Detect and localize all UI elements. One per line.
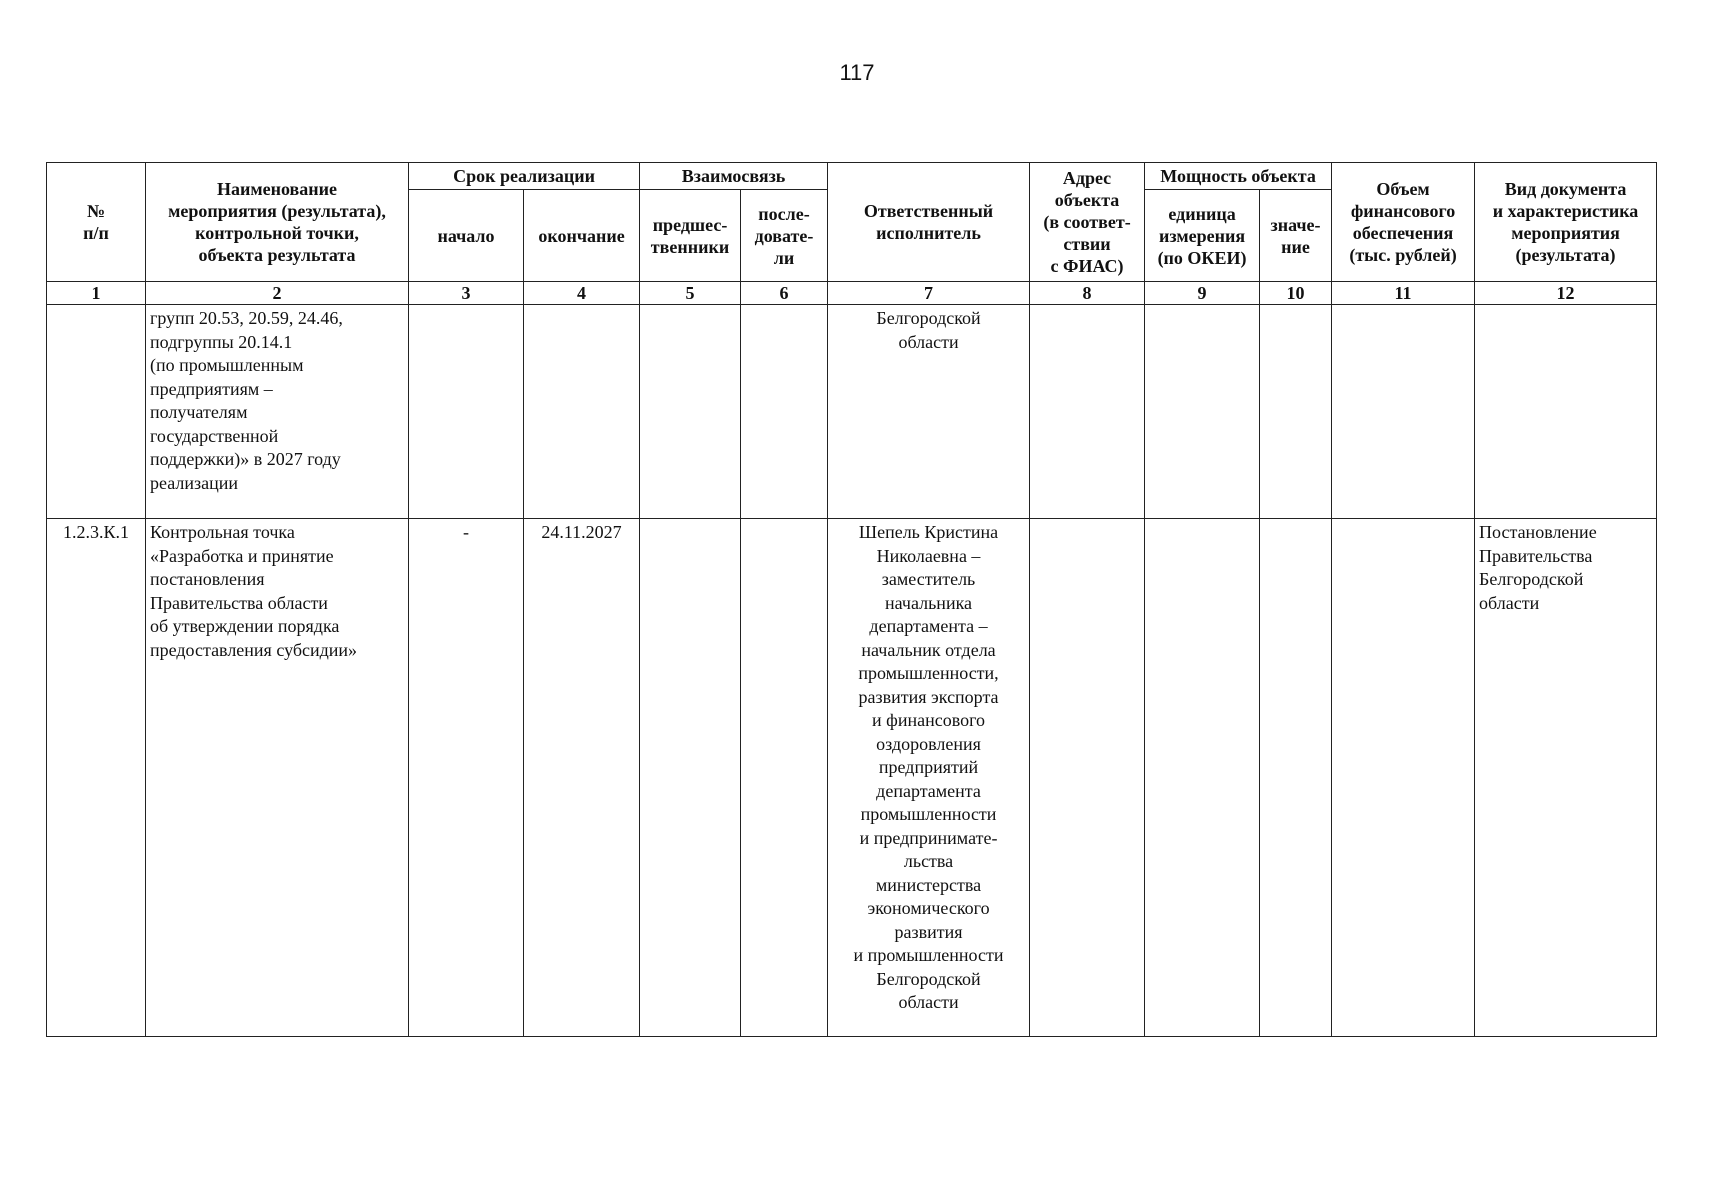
header-finance: Объем финансового обеспечения (тыс. рублей) (1332, 163, 1475, 282)
row-successors (741, 519, 828, 1037)
row-value (1260, 519, 1332, 1037)
row-number (47, 305, 146, 519)
header-link-group: Взаимосвязь (640, 163, 828, 190)
header-predecessors: предшес- твенники (640, 190, 741, 282)
row-unit (1145, 305, 1260, 519)
column-number: 6 (741, 282, 828, 305)
header-term-group: Срок реализации (409, 163, 640, 190)
header-document: Вид документа и характеристика мероприятия (результата) (1475, 163, 1657, 282)
column-number: 10 (1260, 282, 1332, 305)
column-number: 11 (1332, 282, 1475, 305)
column-number: 4 (524, 282, 640, 305)
plan-table (46, 162, 1657, 1037)
header-capacity-group: Мощность объекта (1145, 163, 1332, 190)
row-end: 24.11.2027 (524, 519, 640, 1037)
row-start (409, 305, 524, 519)
header-unit: единица измерения (по ОКЕИ) (1145, 190, 1260, 282)
column-number: 1 (47, 282, 146, 305)
header-responsible: Ответственный исполнитель (828, 163, 1030, 282)
column-number: 5 (640, 282, 741, 305)
row-address (1030, 519, 1145, 1037)
row-name: групп 20.53, 20.59, 24.46, подгруппы 20.14.1 (по промышленным предприятиям – получателям государственной поддержки)» в 2027 году реализации (146, 305, 409, 519)
header-name: Наименование мероприятия (результата), контрольной точки, объекта результата (146, 163, 409, 282)
page-number: 117 (839, 60, 875, 85)
column-number: 12 (1475, 282, 1657, 305)
header-successors: после- довате- ли (741, 190, 828, 282)
row-successors (741, 305, 828, 519)
header-end: окончание (524, 190, 640, 282)
row-predecessors (640, 519, 741, 1037)
row-responsible: Шепель Кристина Николаевна – заместитель начальника департамента – начальник отдела промышленности, развития экспорта и финансового оздоровления предприятий департамента промышленности и предпринимате- льства министерства экономического развития и промышленности Белгородской области (828, 519, 1030, 1037)
row-document (1475, 305, 1657, 519)
row-unit (1145, 519, 1260, 1037)
row-start: - (409, 519, 524, 1037)
row-responsible: Белгородской области (828, 305, 1030, 519)
table-row (47, 305, 1657, 519)
row-finance (1332, 519, 1475, 1037)
column-number: 8 (1030, 282, 1145, 305)
header-address: Адрес объекта (в соответ- ствии с ФИАС) (1030, 163, 1145, 282)
table-row (47, 519, 1657, 1037)
column-number: 9 (1145, 282, 1260, 305)
row-address (1030, 305, 1145, 519)
row-end (524, 305, 640, 519)
row-document: Постановление Правительства Белгородской области (1475, 519, 1657, 1037)
row-finance (1332, 305, 1475, 519)
row-number: 1.2.3.К.1 (47, 519, 146, 1037)
header-start: начало (409, 190, 524, 282)
row-predecessors (640, 305, 741, 519)
row-name: Контрольная точка «Разработка и принятие постановления Правительства области об утверждении порядка предоставления субсидии» (146, 519, 409, 1037)
header-number: № п/п (47, 163, 146, 282)
column-number: 7 (828, 282, 1030, 305)
row-value (1260, 305, 1332, 519)
header-value: значе- ние (1260, 190, 1332, 282)
column-number: 2 (146, 282, 409, 305)
column-number: 3 (409, 282, 524, 305)
